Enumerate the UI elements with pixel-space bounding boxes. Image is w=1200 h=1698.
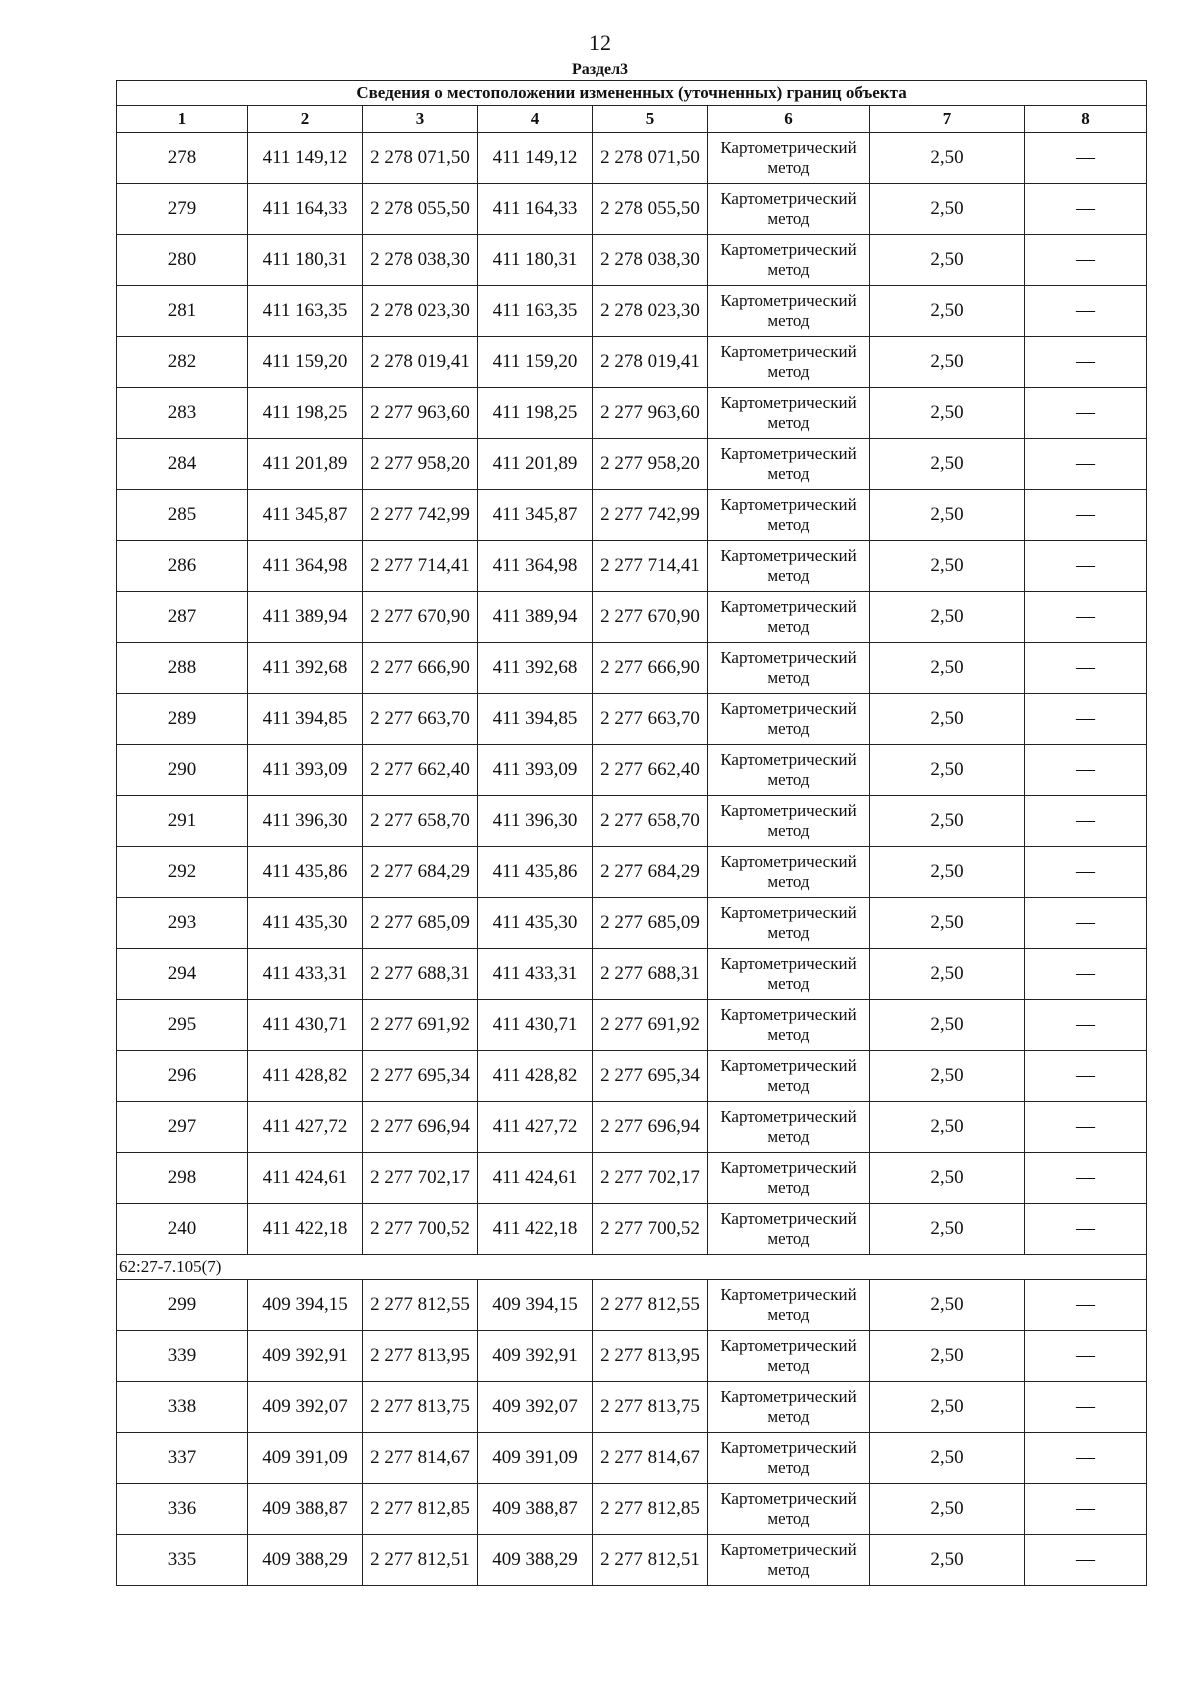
- column-number-6: 6: [708, 106, 870, 133]
- table-cell-col-7: 2,50: [870, 847, 1025, 898]
- column-number-2: 2: [248, 106, 363, 133]
- table-cell-col-5: 2 278 055,50: [593, 184, 708, 235]
- table-cell-col-3: 2 277 813,75: [363, 1382, 478, 1433]
- table-cell-col-7: 2,50: [870, 796, 1025, 847]
- table-cell-col-1: 291: [117, 796, 248, 847]
- table-row: [117, 1331, 1147, 1382]
- table-row: [117, 1484, 1147, 1535]
- table-row: [117, 1000, 1147, 1051]
- table-cell-col-6: Картометрический метод: [708, 949, 870, 1000]
- column-number-row: [117, 106, 1147, 133]
- table-cell-col-3: 2 277 702,17: [363, 1153, 478, 1204]
- table-cell-col-5: 2 277 696,94: [593, 1102, 708, 1153]
- table-cell-col-2: 411 430,71: [248, 1000, 363, 1051]
- table-cell-col-5: 2 277 958,20: [593, 439, 708, 490]
- table-cell-col-7: 2,50: [870, 1331, 1025, 1382]
- table-cell-col-1: 290: [117, 745, 248, 796]
- table-cell-col-4: 411 180,31: [478, 235, 593, 286]
- table-row: [117, 1051, 1147, 1102]
- table-cell-col-7: 2,50: [870, 184, 1025, 235]
- table-cell-col-6: Картометрический метод: [708, 1382, 870, 1433]
- table-cell-col-1: 293: [117, 898, 248, 949]
- table-row: [117, 133, 1147, 184]
- table-row: [117, 490, 1147, 541]
- table-cell-col-5: 2 277 813,75: [593, 1382, 708, 1433]
- table-cell-col-7: 2,50: [870, 1153, 1025, 1204]
- table-cell-col-6: Картометрический метод: [708, 1204, 870, 1255]
- table-cell-col-3: 2 277 700,52: [363, 1204, 478, 1255]
- table-cell-col-6: Картометрический метод: [708, 796, 870, 847]
- table-caption: Сведения о местоположении измененных (уточненных) границ объекта: [117, 81, 1147, 106]
- table-cell-col-3: 2 278 071,50: [363, 133, 478, 184]
- table-cell-col-5: 2 277 742,99: [593, 490, 708, 541]
- column-number-7: 7: [870, 106, 1025, 133]
- table-cell-col-2: 411 198,25: [248, 388, 363, 439]
- table-cell-col-7: 2,50: [870, 388, 1025, 439]
- table-cell-col-4: 411 201,89: [478, 439, 593, 490]
- table-cell-col-7: 2,50: [870, 745, 1025, 796]
- table-cell-col-7: 2,50: [870, 643, 1025, 694]
- table-cell-col-4: 411 198,25: [478, 388, 593, 439]
- table-cell-col-4: 411 394,85: [478, 694, 593, 745]
- table-cell-col-6: Картометрический метод: [708, 898, 870, 949]
- table-cell-col-7: 2,50: [870, 1433, 1025, 1484]
- table-cell-col-6: Картометрический метод: [708, 1433, 870, 1484]
- table-cell-col-2: 411 180,31: [248, 235, 363, 286]
- table-cell-col-1: 289: [117, 694, 248, 745]
- table-cell-col-3: 2 277 670,90: [363, 592, 478, 643]
- table-cell-col-1: 294: [117, 949, 248, 1000]
- table-cell-col-2: 411 159,20: [248, 337, 363, 388]
- column-number-8: 8: [1025, 106, 1147, 133]
- table-cell-col-6: Картометрический метод: [708, 388, 870, 439]
- table-cell-col-1: 278: [117, 133, 248, 184]
- table-cell-col-6: Картометрический метод: [708, 1153, 870, 1204]
- table-cell-col-2: 411 396,30: [248, 796, 363, 847]
- table-cell-col-1: 339: [117, 1331, 248, 1382]
- table-cell-col-1: 288: [117, 643, 248, 694]
- table-cell-col-2: 411 163,35: [248, 286, 363, 337]
- table-cell-col-8: —: [1025, 1000, 1147, 1051]
- table-cell-col-4: 411 424,61: [478, 1153, 593, 1204]
- table-cell-col-4: 411 433,31: [478, 949, 593, 1000]
- table-cell-col-2: 411 428,82: [248, 1051, 363, 1102]
- table-cell-col-1: 337: [117, 1433, 248, 1484]
- table-cell-col-3: 2 278 055,50: [363, 184, 478, 235]
- table-cell-col-1: 335: [117, 1535, 248, 1586]
- table-cell-col-2: 411 394,85: [248, 694, 363, 745]
- table-cell-col-4: 411 396,30: [478, 796, 593, 847]
- table-cell-col-7: 2,50: [870, 1102, 1025, 1153]
- table-cell-col-4: 411 435,86: [478, 847, 593, 898]
- table-cell-col-5: 2 277 688,31: [593, 949, 708, 1000]
- column-number-5: 5: [593, 106, 708, 133]
- table-cell-col-5: 2 277 813,95: [593, 1331, 708, 1382]
- table-cell-col-3: 2 278 038,30: [363, 235, 478, 286]
- table-cell-col-8: —: [1025, 541, 1147, 592]
- table-row: [117, 235, 1147, 286]
- table-cell-col-7: 2,50: [870, 949, 1025, 1000]
- table-row: [117, 1382, 1147, 1433]
- section-title: Раздел3: [571, 61, 629, 78]
- table-cell-col-1: 296: [117, 1051, 248, 1102]
- table-cell-col-8: —: [1025, 1102, 1147, 1153]
- table-cell-col-4: 411 430,71: [478, 1000, 593, 1051]
- table-cell-col-6: Картометрический метод: [708, 1280, 870, 1331]
- table-row: [117, 388, 1147, 439]
- table-cell-col-1: 292: [117, 847, 248, 898]
- table-row: [117, 1102, 1147, 1153]
- table-cell-col-7: 2,50: [870, 1484, 1025, 1535]
- column-number-1: 1: [117, 106, 248, 133]
- table-cell-col-3: 2 277 685,09: [363, 898, 478, 949]
- table-cell-col-7: 2,50: [870, 898, 1025, 949]
- table-cell-col-4: 409 392,07: [478, 1382, 593, 1433]
- table-cell-col-5: 2 277 812,51: [593, 1535, 708, 1586]
- table-cell-col-3: 2 278 019,41: [363, 337, 478, 388]
- table-cell-col-7: 2,50: [870, 1535, 1025, 1586]
- table-cell-col-3: 2 277 714,41: [363, 541, 478, 592]
- table-cell-col-8: —: [1025, 1382, 1147, 1433]
- table-cell-col-8: —: [1025, 439, 1147, 490]
- table-cell-col-6: Картометрический метод: [708, 643, 870, 694]
- table-cell-col-6: Картометрический метод: [708, 1331, 870, 1382]
- table-cell-col-5: 2 277 684,29: [593, 847, 708, 898]
- table-cell-col-8: —: [1025, 286, 1147, 337]
- table-cell-col-2: 409 392,91: [248, 1331, 363, 1382]
- table-row: [117, 949, 1147, 1000]
- table-cell-col-7: 2,50: [870, 592, 1025, 643]
- table-cell-col-3: 2 277 658,70: [363, 796, 478, 847]
- table-cell-col-3: 2 277 814,67: [363, 1433, 478, 1484]
- table-row: [117, 337, 1147, 388]
- table-cell-col-7: 2,50: [870, 235, 1025, 286]
- table-cell-col-3: 2 277 958,20: [363, 439, 478, 490]
- table-cell-col-1: 286: [117, 541, 248, 592]
- table-cell-col-5: 2 277 658,70: [593, 796, 708, 847]
- table-cell-col-6: Картометрический метод: [708, 286, 870, 337]
- table-cell-col-3: 2 277 813,95: [363, 1331, 478, 1382]
- table-cell-col-5: 2 277 691,92: [593, 1000, 708, 1051]
- table-cell-col-5: 2 277 662,40: [593, 745, 708, 796]
- table-cell-col-7: 2,50: [870, 286, 1025, 337]
- table-cell-col-2: 411 364,98: [248, 541, 363, 592]
- table-cell-col-6: Картометрический метод: [708, 745, 870, 796]
- table-cell-col-2: 411 164,33: [248, 184, 363, 235]
- table-cell-col-2: 411 435,30: [248, 898, 363, 949]
- table-cell-col-2: 411 435,86: [248, 847, 363, 898]
- table-cell-col-7: 2,50: [870, 541, 1025, 592]
- table-cell-col-6: Картометрический метод: [708, 847, 870, 898]
- table-row: [117, 1280, 1147, 1331]
- table-cell-col-6: Картометрический метод: [708, 439, 870, 490]
- table-cell-col-5: 2 277 663,70: [593, 694, 708, 745]
- table-cell-col-5: 2 277 812,55: [593, 1280, 708, 1331]
- table-cell-col-2: 411 393,09: [248, 745, 363, 796]
- table-cell-col-8: —: [1025, 1204, 1147, 1255]
- table-cell-col-8: —: [1025, 1153, 1147, 1204]
- table-cell-col-6: Картометрический метод: [708, 1102, 870, 1153]
- table-cell-col-6: Картометрический метод: [708, 694, 870, 745]
- table-cell-col-3: 2 277 812,55: [363, 1280, 478, 1331]
- table-cell-col-2: 411 149,12: [248, 133, 363, 184]
- table-cell-col-4: 411 389,94: [478, 592, 593, 643]
- table-cell-col-6: Картометрический метод: [708, 337, 870, 388]
- table-cell-col-4: 411 422,18: [478, 1204, 593, 1255]
- table-cell-col-2: 409 388,87: [248, 1484, 363, 1535]
- column-number-3: 3: [363, 106, 478, 133]
- group-label: 62:27-7.105(7): [117, 1255, 1147, 1280]
- table-cell-col-8: —: [1025, 235, 1147, 286]
- table-body: [117, 133, 1147, 1586]
- table-cell-col-7: 2,50: [870, 694, 1025, 745]
- table-cell-col-4: 411 345,87: [478, 490, 593, 541]
- table-row: [117, 898, 1147, 949]
- column-number-4: 4: [478, 106, 593, 133]
- table-cell-col-3: 2 277 742,99: [363, 490, 478, 541]
- table-row: [117, 1153, 1147, 1204]
- table-cell-col-7: 2,50: [870, 490, 1025, 541]
- table-cell-col-4: 409 388,29: [478, 1535, 593, 1586]
- table-row: [117, 745, 1147, 796]
- table-cell-col-8: —: [1025, 388, 1147, 439]
- table-cell-col-5: 2 278 071,50: [593, 133, 708, 184]
- table-row: [117, 286, 1147, 337]
- table-cell-col-3: 2 277 691,92: [363, 1000, 478, 1051]
- table-cell-col-8: —: [1025, 133, 1147, 184]
- table-cell-col-4: 409 388,87: [478, 1484, 593, 1535]
- table-cell-col-5: 2 277 963,60: [593, 388, 708, 439]
- table-cell-col-2: 411 424,61: [248, 1153, 363, 1204]
- table-cell-col-8: —: [1025, 694, 1147, 745]
- table-cell-col-5: 2 277 685,09: [593, 898, 708, 949]
- table-cell-col-8: —: [1025, 490, 1147, 541]
- table-cell-col-7: 2,50: [870, 133, 1025, 184]
- table-cell-col-4: 411 159,20: [478, 337, 593, 388]
- table-cell-col-7: 2,50: [870, 1051, 1025, 1102]
- table-cell-col-5: 2 277 700,52: [593, 1204, 708, 1255]
- table-cell-col-1: 297: [117, 1102, 248, 1153]
- table-row: [117, 1433, 1147, 1484]
- page-number: 12: [589, 30, 611, 55]
- table-cell-col-6: Картометрический метод: [708, 1484, 870, 1535]
- table-cell-col-8: —: [1025, 1433, 1147, 1484]
- table-cell-col-1: 285: [117, 490, 248, 541]
- table-cell-col-7: 2,50: [870, 1280, 1025, 1331]
- table-row: [117, 592, 1147, 643]
- table-cell-col-7: 2,50: [870, 1000, 1025, 1051]
- table-cell-col-8: —: [1025, 1331, 1147, 1382]
- table-row: [117, 439, 1147, 490]
- table-row: [117, 796, 1147, 847]
- table-cell-col-8: —: [1025, 184, 1147, 235]
- table-cell-col-7: 2,50: [870, 439, 1025, 490]
- table-cell-col-8: —: [1025, 1535, 1147, 1586]
- table-cell-col-3: 2 277 812,85: [363, 1484, 478, 1535]
- table-cell-col-4: 409 392,91: [478, 1331, 593, 1382]
- table-cell-col-5: 2 277 714,41: [593, 541, 708, 592]
- table-cell-col-2: 409 388,29: [248, 1535, 363, 1586]
- table-cell-col-5: 2 278 038,30: [593, 235, 708, 286]
- table-cell-col-1: 287: [117, 592, 248, 643]
- table-cell-col-1: 298: [117, 1153, 248, 1204]
- table-cell-col-6: Картометрический метод: [708, 235, 870, 286]
- table-cell-col-1: 282: [117, 337, 248, 388]
- table-cell-col-2: 409 394,15: [248, 1280, 363, 1331]
- table-cell-col-4: 411 392,68: [478, 643, 593, 694]
- table-cell-col-8: —: [1025, 745, 1147, 796]
- table-cell-col-7: 2,50: [870, 337, 1025, 388]
- table-cell-col-6: Картометрический метод: [708, 592, 870, 643]
- table-cell-col-6: Картометрический метод: [708, 1000, 870, 1051]
- table-cell-col-8: —: [1025, 898, 1147, 949]
- table-cell-col-1: 281: [117, 286, 248, 337]
- table-cell-col-1: 295: [117, 1000, 248, 1051]
- table-cell-col-2: 411 392,68: [248, 643, 363, 694]
- table-cell-col-5: 2 277 670,90: [593, 592, 708, 643]
- table-cell-col-3: 2 277 666,90: [363, 643, 478, 694]
- table-cell-col-3: 2 277 663,70: [363, 694, 478, 745]
- table-cell-col-2: 411 427,72: [248, 1102, 363, 1153]
- table-cell-col-4: 409 391,09: [478, 1433, 593, 1484]
- table-cell-col-3: 2 277 695,34: [363, 1051, 478, 1102]
- table-row: [117, 643, 1147, 694]
- table-cell-col-2: 411 345,87: [248, 490, 363, 541]
- table-row: [117, 184, 1147, 235]
- table-cell-col-3: 2 277 696,94: [363, 1102, 478, 1153]
- table-cell-col-4: 411 427,72: [478, 1102, 593, 1153]
- table-cell-col-3: 2 277 812,51: [363, 1535, 478, 1586]
- table-cell-col-4: 411 393,09: [478, 745, 593, 796]
- table-row: [117, 694, 1147, 745]
- table-cell-col-8: —: [1025, 643, 1147, 694]
- table-cell-col-8: —: [1025, 592, 1147, 643]
- table-cell-col-1: 336: [117, 1484, 248, 1535]
- table-cell-col-3: 2 277 662,40: [363, 745, 478, 796]
- table-cell-col-4: 409 394,15: [478, 1280, 593, 1331]
- table-cell-col-3: 2 277 684,29: [363, 847, 478, 898]
- table-cell-col-8: —: [1025, 847, 1147, 898]
- table-row: [117, 1535, 1147, 1586]
- boundary-coordinates-table: [116, 80, 1147, 1586]
- table-cell-col-8: —: [1025, 796, 1147, 847]
- table-cell-col-8: —: [1025, 949, 1147, 1000]
- table-cell-col-3: 2 277 688,31: [363, 949, 478, 1000]
- table-cell-col-5: 2 277 695,34: [593, 1051, 708, 1102]
- table-cell-col-2: 411 389,94: [248, 592, 363, 643]
- table-cell-col-2: 409 391,09: [248, 1433, 363, 1484]
- table-cell-col-8: —: [1025, 1484, 1147, 1535]
- table-cell-col-3: 2 278 023,30: [363, 286, 478, 337]
- table-cell-col-4: 411 149,12: [478, 133, 593, 184]
- table-cell-col-5: 2 277 814,67: [593, 1433, 708, 1484]
- table-cell-col-1: 299: [117, 1280, 248, 1331]
- table-cell-col-6: Картометрический метод: [708, 184, 870, 235]
- table-cell-col-7: 2,50: [870, 1204, 1025, 1255]
- table-row: [117, 541, 1147, 592]
- table-cell-col-1: 280: [117, 235, 248, 286]
- table-cell-col-6: Картометрический метод: [708, 1051, 870, 1102]
- table-cell-col-8: —: [1025, 1051, 1147, 1102]
- table-cell-col-2: 411 201,89: [248, 439, 363, 490]
- table-cell-col-2: 409 392,07: [248, 1382, 363, 1433]
- table-cell-col-2: 411 422,18: [248, 1204, 363, 1255]
- table-cell-col-8: —: [1025, 337, 1147, 388]
- table-cell-col-6: Картометрический метод: [708, 490, 870, 541]
- table-row: [117, 847, 1147, 898]
- table-cell-col-1: 284: [117, 439, 248, 490]
- table-cell-col-1: 240: [117, 1204, 248, 1255]
- table-cell-col-5: 2 277 702,17: [593, 1153, 708, 1204]
- table-cell-col-5: 2 278 023,30: [593, 286, 708, 337]
- table-cell-col-1: 283: [117, 388, 248, 439]
- table-row: [117, 1204, 1147, 1255]
- table-cell-col-4: 411 164,33: [478, 184, 593, 235]
- table-cell-col-6: Картометрический метод: [708, 541, 870, 592]
- group-label-row: [117, 1255, 1147, 1280]
- table-cell-col-1: 338: [117, 1382, 248, 1433]
- table-cell-col-4: 411 428,82: [478, 1051, 593, 1102]
- table-cell-col-2: 411 433,31: [248, 949, 363, 1000]
- table-cell-col-4: 411 364,98: [478, 541, 593, 592]
- table-cell-col-5: 2 277 666,90: [593, 643, 708, 694]
- table-cell-col-5: 2 277 812,85: [593, 1484, 708, 1535]
- table-cell-col-4: 411 163,35: [478, 286, 593, 337]
- table-cell-col-1: 279: [117, 184, 248, 235]
- table-cell-col-7: 2,50: [870, 1382, 1025, 1433]
- table-cell-col-6: Картометрический метод: [708, 133, 870, 184]
- table-cell-col-8: —: [1025, 1280, 1147, 1331]
- table-cell-col-6: Картометрический метод: [708, 1535, 870, 1586]
- table-cell-col-4: 411 435,30: [478, 898, 593, 949]
- table-cell-col-3: 2 277 963,60: [363, 388, 478, 439]
- table-cell-col-5: 2 278 019,41: [593, 337, 708, 388]
